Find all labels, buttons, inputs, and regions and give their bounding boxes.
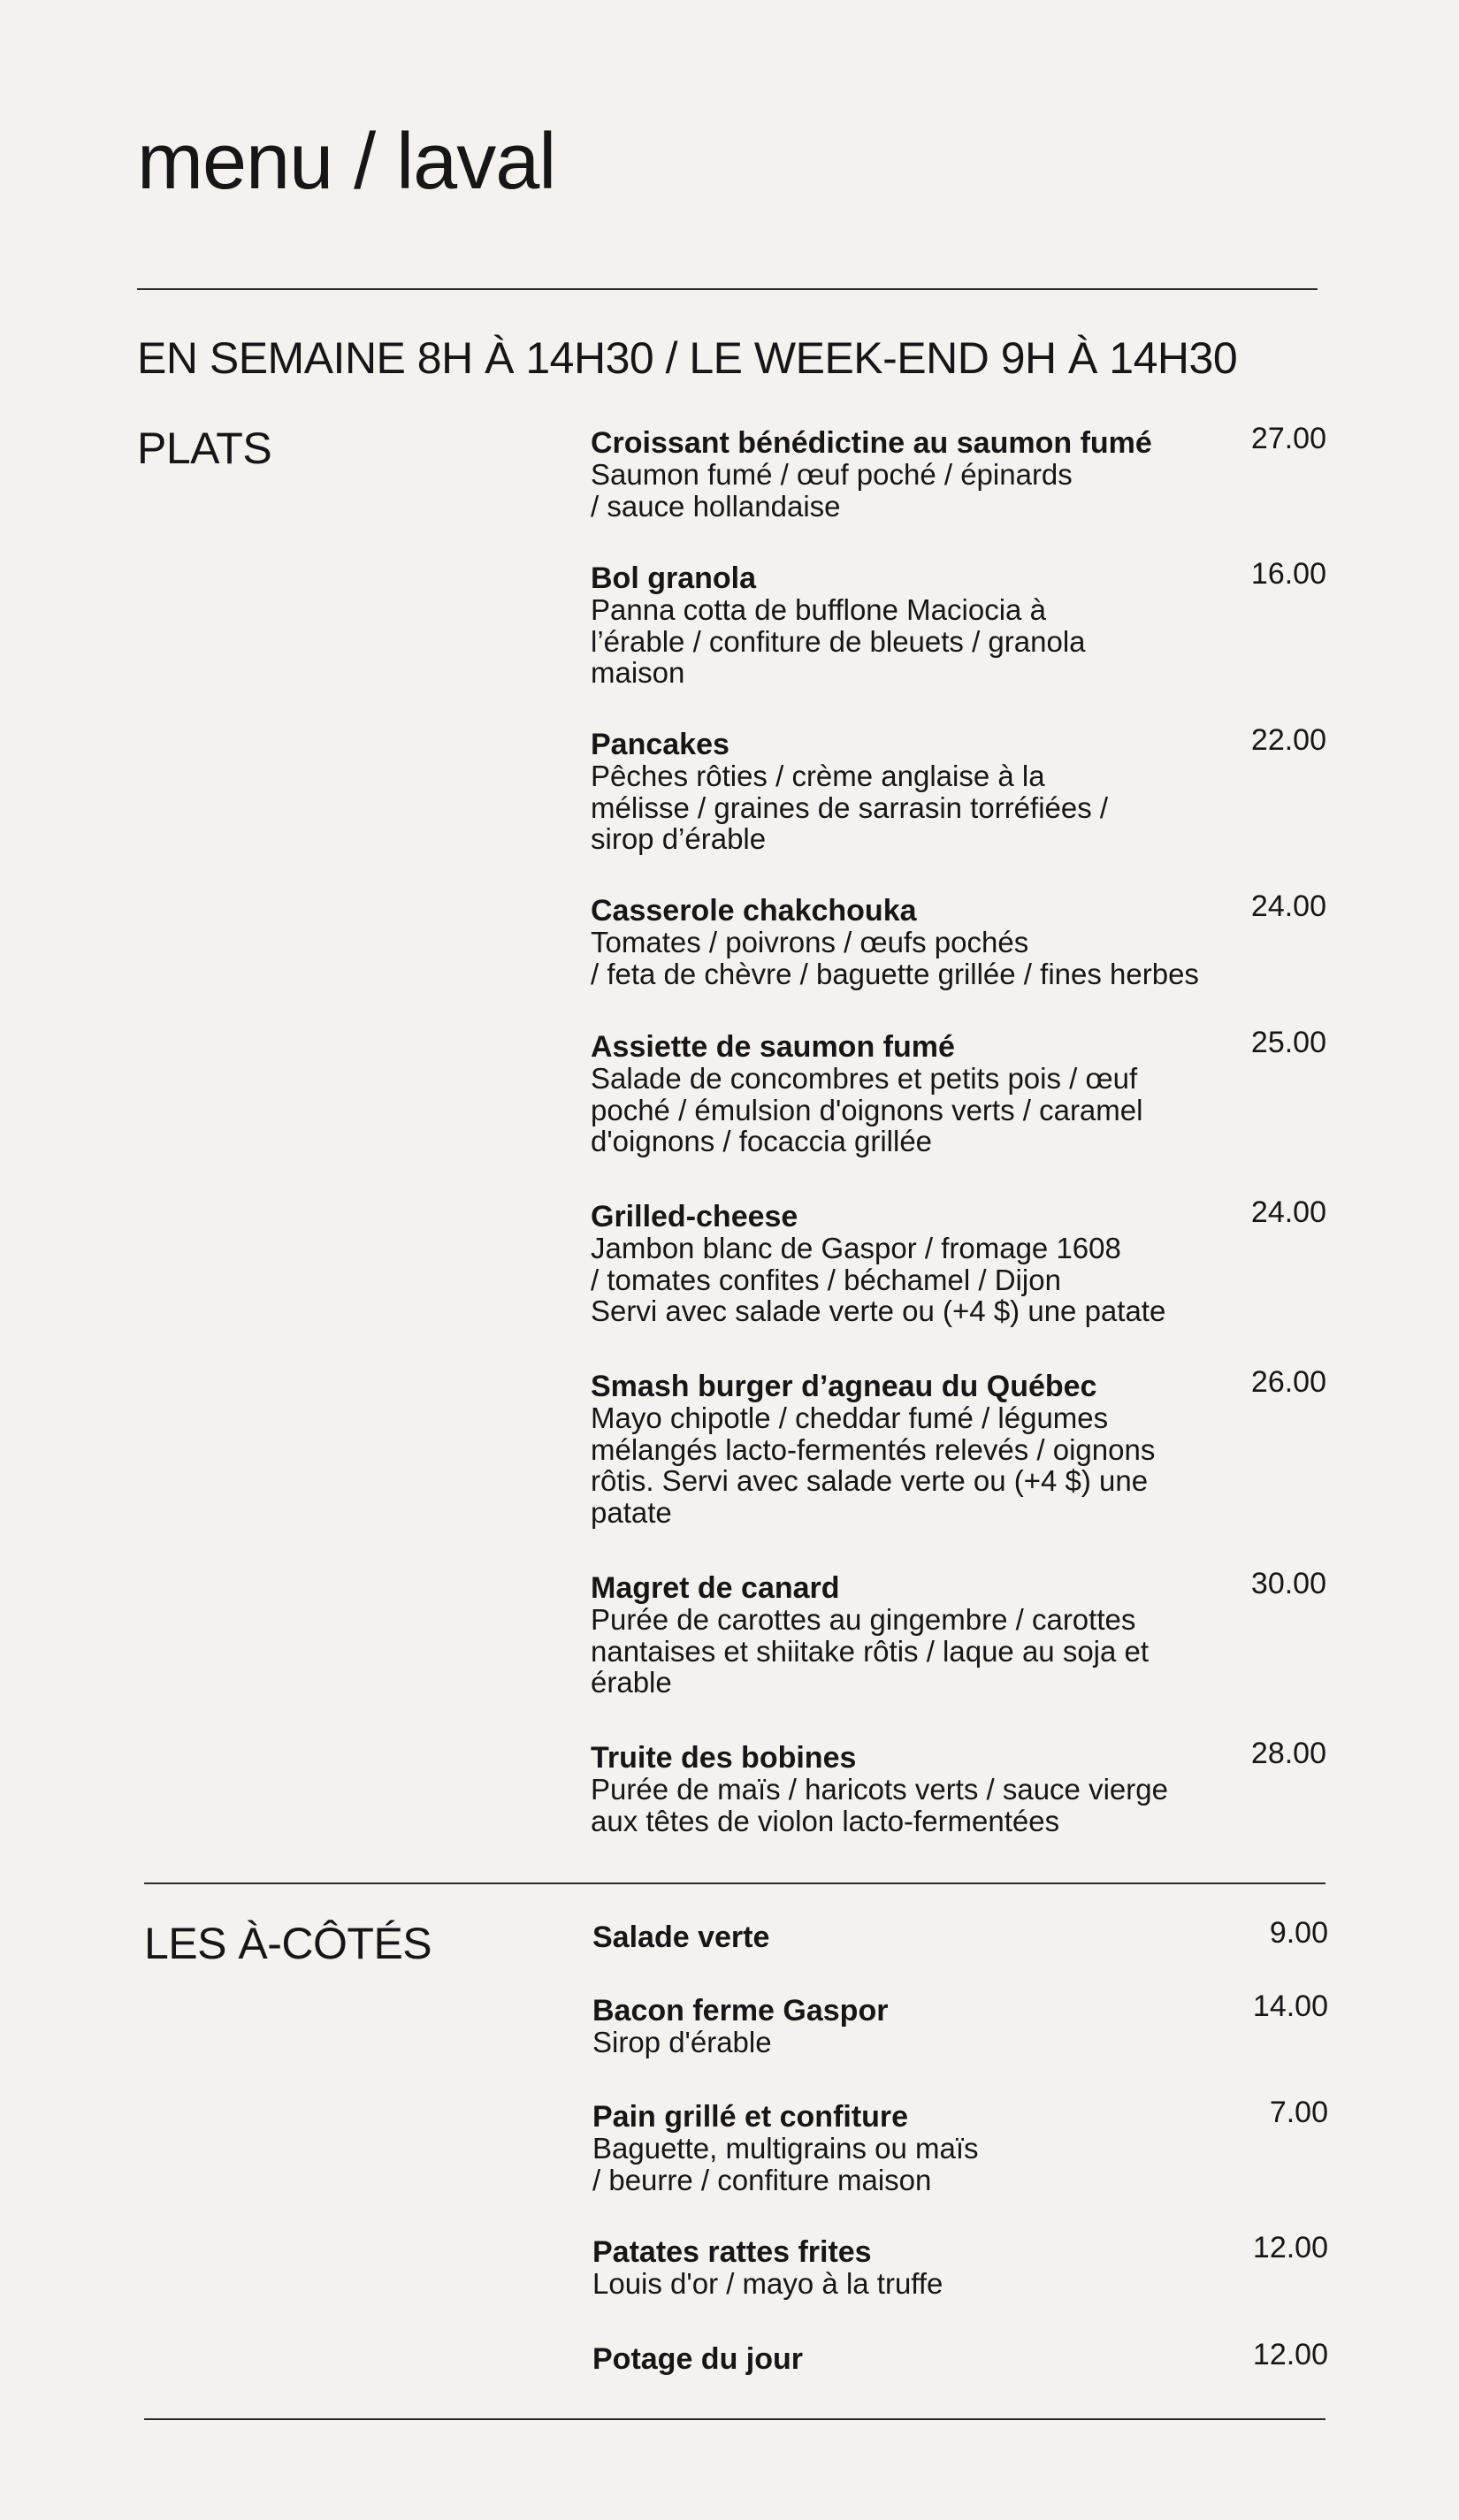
menu-item <box>592 2231 1328 2300</box>
item-description <box>591 594 1210 689</box>
item-description-line: Tomates / poivrons / œufs pochés <box>591 926 1029 958</box>
item-description-line: Purée de carottes au gingembre / carottes <box>591 1603 1136 1636</box>
item-description-line: / tomates confites / béchamel / Dijon <box>591 1263 1061 1296</box>
item-description-line: sirop d’érable <box>591 822 767 855</box>
item-description-line: Pêches rôties / crème anglaise à la <box>591 760 1045 792</box>
item-name: Bol granola <box>591 561 757 595</box>
item-price: 28.00 <box>1250 1737 1326 1770</box>
item-description-line: nantaises et shiitake rôtis / laque au soja et <box>591 1634 1150 1668</box>
item-description <box>592 2133 1211 2195</box>
item-description-line: maison <box>591 656 685 689</box>
page-title: menu / laval <box>137 118 556 206</box>
item-description <box>592 2268 1211 2300</box>
section-title-plats: PLATS <box>137 424 272 473</box>
item-description-line: rôtis. Servi avec salade verte ou (+4 $) une <box>591 1464 1149 1497</box>
item-description-line: poché / émulsion d'oignons verts / caramel <box>591 1093 1143 1126</box>
item-name: Pain grillé et confiture <box>592 2100 909 2134</box>
item-description-line: / beurre / confiture maison <box>592 2163 932 2196</box>
item-description-line: Sirop d'érable <box>592 2026 772 2058</box>
item-description-line: / sauce hollandaise <box>591 489 841 523</box>
item-price: 24.00 <box>1250 1195 1326 1229</box>
item-description <box>591 760 1210 855</box>
item-description-line: Baguette, multigrains ou maïs <box>592 2132 979 2165</box>
item-description <box>591 1233 1210 1327</box>
item-description <box>591 927 1210 989</box>
item-description <box>591 1402 1210 1528</box>
menu-item <box>591 1567 1326 1699</box>
item-name: Patates rattes frites <box>592 2235 872 2269</box>
menu-item <box>591 557 1326 689</box>
item-name: Magret de canard <box>591 1571 840 1605</box>
item-name: Croissant bénédictine au saumon fumé <box>591 426 1152 460</box>
item-price: 9.00 <box>1269 1916 1328 1950</box>
item-description <box>591 1063 1210 1157</box>
section-title-a-cotes: LES À-CÔTÉS <box>144 1919 432 1968</box>
menu-item <box>591 1365 1326 1529</box>
divider-bottom <box>144 2418 1325 2420</box>
menu-item <box>591 890 1326 990</box>
item-price: 7.00 <box>1269 2096 1328 2129</box>
item-name: Bacon ferme Gaspor <box>592 1994 889 2027</box>
item-description-line: Mayo chipotle / cheddar fumé / légumes <box>591 1401 1109 1434</box>
item-price: 12.00 <box>1252 2338 1328 2371</box>
item-description <box>591 1774 1210 1837</box>
item-name: Smash burger d’agneau du Québec <box>591 1370 1097 1403</box>
item-name: Assiette de saumon fumé <box>591 1030 955 1064</box>
item-description-line: l’érable / confiture de bleuets / granola <box>591 624 1086 658</box>
divider-top <box>137 288 1318 290</box>
opening-hours: EN SEMAINE 8H À 14H30 / LE WEEK-END 9H À 14H30 <box>137 333 1238 383</box>
item-description-line: Louis d'or / mayo à la truffe <box>592 2267 943 2300</box>
menu-item <box>591 1026 1326 1157</box>
item-description-line: patate <box>591 1495 672 1529</box>
menu-item <box>591 1195 1326 1327</box>
item-description-line: Jambon blanc de Gaspor / fromage 1608 <box>591 1232 1121 1264</box>
item-description-line: érable <box>591 1666 672 1699</box>
item-description-line: aux têtes de violon lacto-fermentées <box>591 1804 1060 1837</box>
item-description <box>592 2027 1211 2058</box>
menu-item <box>592 1989 1328 2058</box>
item-price: 14.00 <box>1252 1989 1328 2023</box>
item-name: Truite des bobines <box>591 1741 857 1775</box>
item-price: 27.00 <box>1250 422 1326 455</box>
item-name: Salade verte <box>592 1921 770 1954</box>
item-description <box>591 459 1210 522</box>
divider-middle <box>144 1882 1325 1884</box>
item-description-line: / feta de chèvre / baguette grillée / fines herbes <box>591 957 1199 990</box>
item-name: Casserole chakchouka <box>591 894 917 928</box>
item-name: Potage du jour <box>592 2342 803 2376</box>
menu-item <box>592 1916 1328 1954</box>
item-description-line: Servi avec salade verte ou (+4 $) une patate <box>591 1294 1166 1327</box>
item-price: 12.00 <box>1252 2231 1328 2264</box>
menu-item <box>592 2338 1328 2376</box>
item-description <box>591 1604 1210 1699</box>
menu-item <box>591 422 1326 523</box>
item-description-line: Saumon fumé / œuf poché / épinards <box>591 458 1073 491</box>
item-price: 25.00 <box>1250 1026 1326 1059</box>
item-description-line: Salade de concombres et petits pois / œuf <box>591 1062 1138 1095</box>
item-name: Pancakes <box>591 728 730 761</box>
item-name: Grilled-cheese <box>591 1200 798 1233</box>
item-description-line: Panna cotta de bufflone Maciocia à <box>591 593 1046 626</box>
item-price: 30.00 <box>1250 1567 1326 1600</box>
item-price: 22.00 <box>1250 723 1326 757</box>
menu-item <box>592 2096 1328 2196</box>
item-description-line: mélangés lacto-fermentés relevés / oignons <box>591 1432 1156 1466</box>
item-description-line: Purée de maïs / haricots verts / sauce vierge <box>591 1773 1168 1806</box>
item-description-line: mélisse / graines de sarrasin torréfiées / <box>591 790 1109 824</box>
menu-item <box>591 1737 1326 1837</box>
item-price: 26.00 <box>1250 1365 1326 1399</box>
menu-item <box>591 723 1326 855</box>
item-price: 16.00 <box>1250 557 1326 591</box>
item-price: 24.00 <box>1250 890 1326 923</box>
item-description-line: d'oignons / focaccia grillée <box>591 1125 933 1157</box>
